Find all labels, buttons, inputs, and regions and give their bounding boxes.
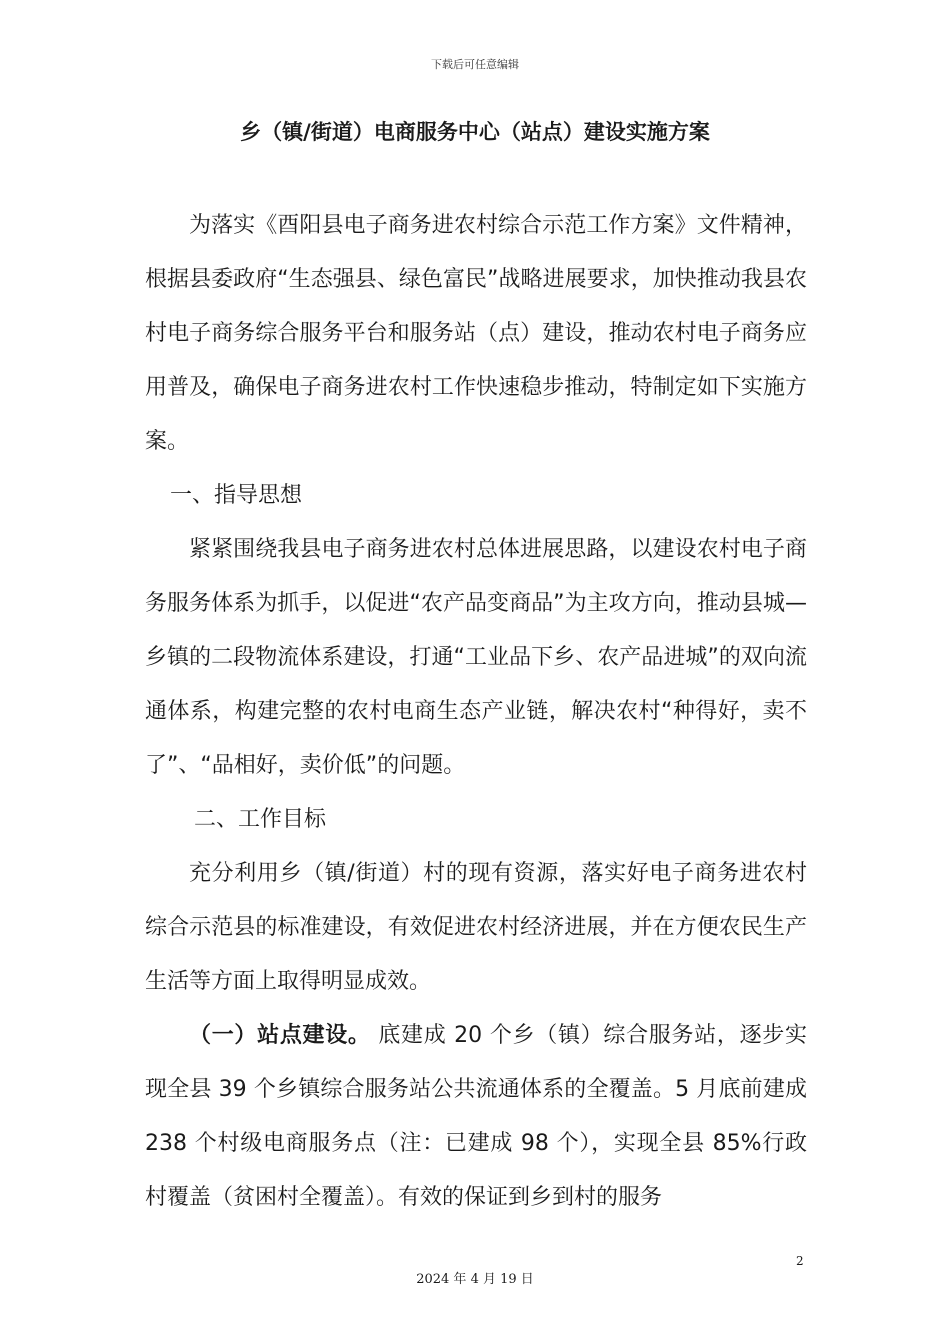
document-title: 乡（镇/街道）电商服务中心（站点）建设实施方案 bbox=[240, 120, 710, 144]
work-goals-paragraph: 充分利用乡（镇/街道）村的现有资源，落实好电子商务进农村综合示范县的标准建设，有效促进农村经济进展，并在方便农民生产生活等方面上取得明显成效。 bbox=[145, 861, 807, 994]
section-heading-guiding-ideology: 一、指导思想 bbox=[170, 483, 303, 508]
site-construction-lead: （一）站点建设。 bbox=[189, 1023, 371, 1048]
guiding-ideology-paragraph: 紧紧围绕我县电子商务进农村总体进展思路，以建设农村电子商务服务体系为抓手，以促进“农产品变商品”为主攻方向，推动县城—乡镇的二段物流体系建设，打通“工业品下乡、农产品进城”的双向流通体系，构建完整的农村电商生态产业链，解决农村“种得好，卖不了”、“品相好，卖价低”的问题。 bbox=[145, 537, 807, 778]
page-number: 2 bbox=[796, 1254, 804, 1268]
document-body bbox=[145, 199, 807, 1225]
site-construction-paragraph bbox=[145, 1009, 807, 1225]
header-note: 下载后可任意编辑 bbox=[431, 58, 519, 71]
site-construction-text: 底建成 20 个乡（镇）综合服务站，逐步实现全县 39 个乡镇综合服务站公共流通体系的全覆盖。5 月底前建成 238 个村级电商服务点（注：已建成 98 个），实现全县 85%行政村覆盖（贫困村全覆盖）。有效的保证到乡到村的服务 bbox=[145, 1023, 807, 1210]
section-heading-work-goals: 二、工作目标 bbox=[194, 807, 327, 832]
footer-date: 2024 年 4 月 19 日 bbox=[416, 1272, 534, 1287]
intro-paragraph: 为落实《酉阳县电子商务进农村综合示范工作方案》文件精神，根据县委政府“生态强县、绿色富民”战略进展要求，加快推动我县农村电子商务综合服务平台和服务站（点）建设，推动农村电子商务应用普及，确保电子商务进农村工作快速稳步推动，特制定如下实施方案。 bbox=[145, 213, 807, 454]
